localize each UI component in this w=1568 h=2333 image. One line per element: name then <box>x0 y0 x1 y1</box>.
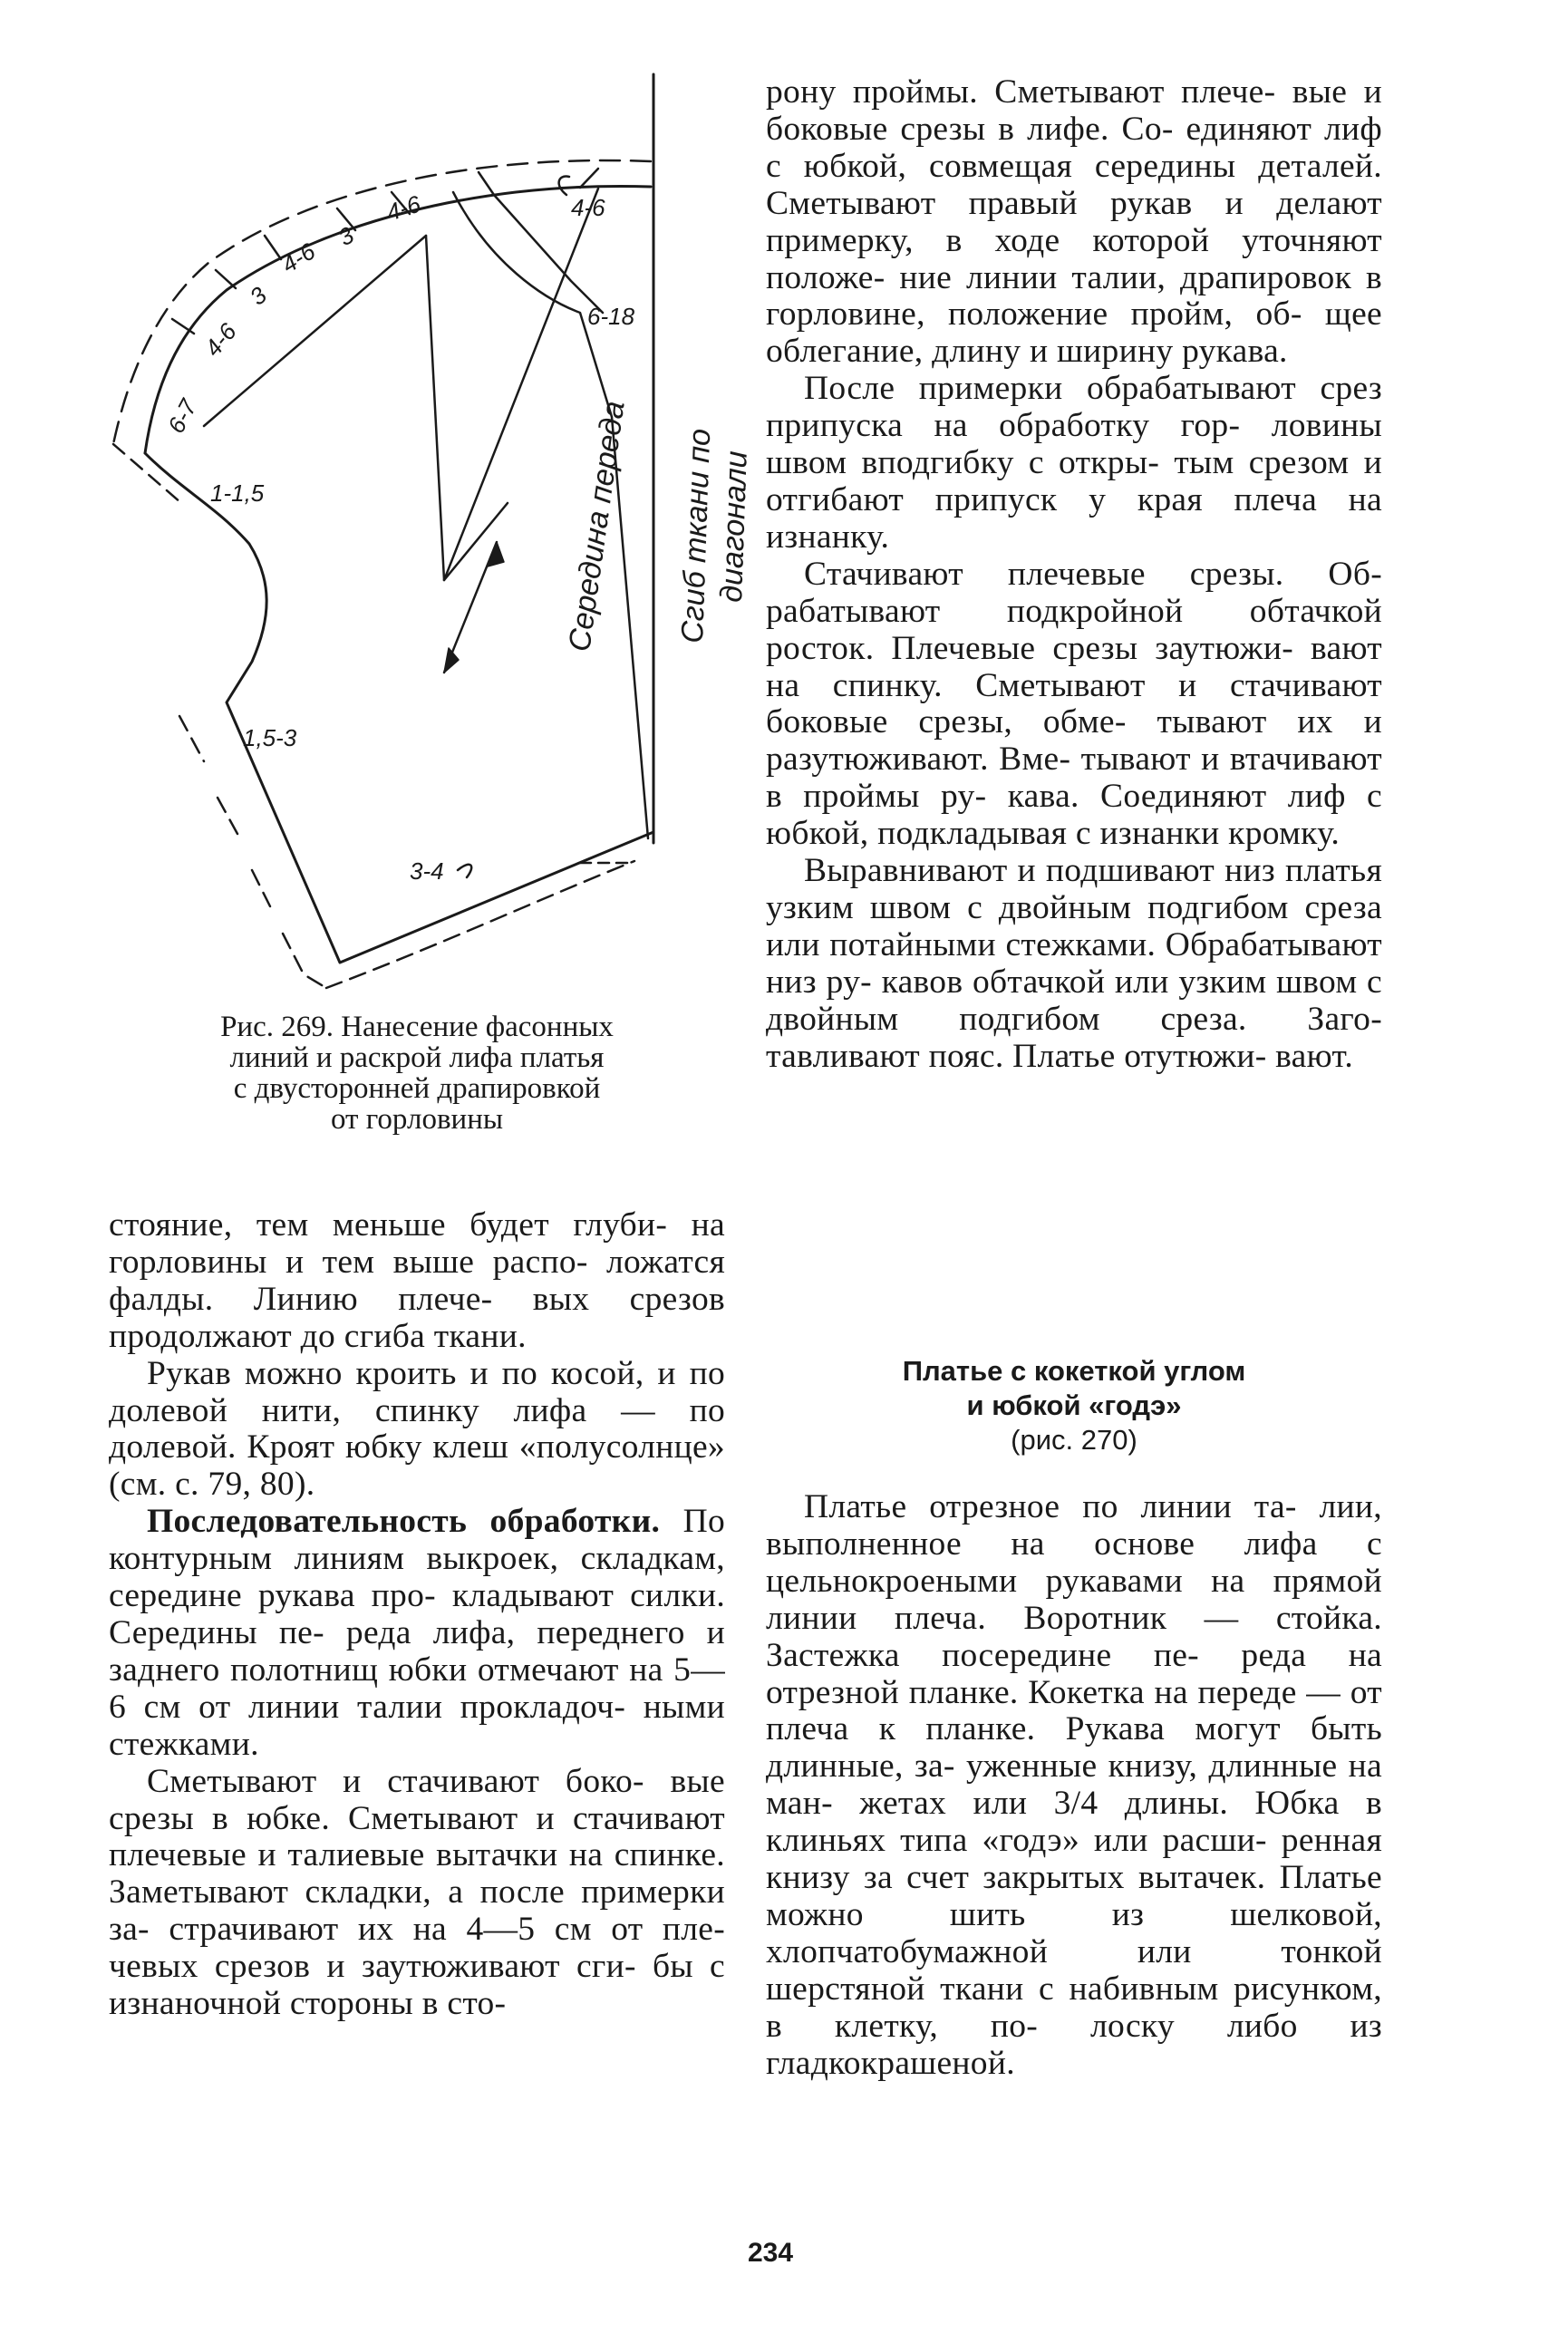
text-line: рукава. <box>1182 333 1288 371</box>
text-line: росток. Плечевые срезы заутюжи- <box>766 629 1294 667</box>
heading-line: и юбкой «годэ» <box>966 1389 1182 1421</box>
text-line: лоску либо из гладкокрашеной. <box>766 2007 1382 2082</box>
paragraph <box>766 74 1382 371</box>
paragraph <box>109 1207 725 1356</box>
paragraph <box>109 1356 725 1505</box>
text-line: «полусолнце» (см. с. 79, 80). <box>109 1428 725 1504</box>
text-line: стачивают плечевые и талиевые <box>109 1799 725 1874</box>
text-line: вых срезов продолжают до сгиба <box>109 1280 725 1355</box>
text-line: вые и боковые срезы в лифе. Со- <box>766 73 1382 148</box>
text-line: кава. Соединяют лиф с юбкой, <box>766 778 1382 853</box>
text-line: бы с изнаночной стороны в сто- <box>109 1948 725 2023</box>
text-line: по долевой. Кроят юбку клеш <box>109 1391 725 1467</box>
text-line: стачивают боковые срезы, обме- <box>766 666 1382 741</box>
label-6-7: 6-7 <box>161 394 202 438</box>
fold-line-label-2: диагонали <box>714 450 754 604</box>
text-line: ложатся фалды. Линию плече- <box>109 1243 725 1318</box>
paragraph <box>766 853 1382 1075</box>
text-line: полотнищ юбки отмечают на 5— <box>230 1651 725 1689</box>
text-line: на переде — от плеча к планке. <box>766 1673 1382 1748</box>
text-line: ние линии талии, драпировок в <box>899 258 1382 296</box>
text-line: и по долевой нити, спинку лифа — <box>109 1354 725 1429</box>
text-line: складкам, середине рукава про- <box>109 1540 725 1615</box>
label-4-6-b: 4-6 <box>276 237 321 279</box>
text-line: тывают и втачивают в проймы ру- <box>766 741 1382 816</box>
text-line: горловине, положение пройм, об- <box>766 295 1302 334</box>
text-line: реда лифа, переднего и заднего <box>109 1613 725 1689</box>
text-line: вают. <box>1275 1037 1353 1075</box>
text-line: ткани. <box>433 1317 527 1355</box>
text-line: Выравнивают и подшивают низ <box>804 852 1275 890</box>
text-line: уженные книзу, длинные на ман- <box>766 1747 1382 1823</box>
paragraph <box>766 1489 1382 2083</box>
paragraph <box>766 557 1382 853</box>
text-line: рону проймы. Сметывают плече- <box>766 73 1276 111</box>
label-4-6-c: 4-6 <box>198 317 242 362</box>
text-line: вые срезы в юбке. Сметывают и <box>109 1762 725 1837</box>
text-line: тавливают пояс. Платье отутюжи- <box>766 1037 1267 1075</box>
text-line: двойным подгибом среза. Заго- <box>766 1000 1382 1038</box>
label-3-a: 3 <box>334 220 359 252</box>
text-line: стойка. Застежка посередине пе- <box>766 1599 1382 1674</box>
caption-line: от горловины <box>330 1103 504 1136</box>
text-line: Сметывают и стачивают боко- <box>147 1762 644 1800</box>
label-3-b: 3 <box>244 281 272 311</box>
text-line: Рукав можно кроить и по косой, <box>147 1354 644 1392</box>
text-line: По контурным линиям выкроек, <box>109 1503 725 1578</box>
label-6-18: 6-18 <box>587 303 635 330</box>
text-line: срез припуска на обработку гор- <box>766 370 1382 445</box>
text-line: или тонкой шерстяной ткани с <box>766 1932 1382 2008</box>
text-line: страчивают их на 4—5 см от пле- <box>169 1911 725 1949</box>
paragraph <box>109 1504 725 1763</box>
text-line: на горловины и тем выше распо- <box>109 1206 725 1281</box>
text-line: вают на спинку. Сметывают и <box>766 629 1382 704</box>
label-4-6-a: 4-6 <box>382 189 424 227</box>
text-line: кладывают силки. Середины пе- <box>109 1577 725 1651</box>
section-lead: Последовательность обработки. <box>147 1503 661 1541</box>
text-line: вытачек. Платье можно шить из <box>766 1859 1382 1933</box>
text-line: прямой линии плеча. Воротник — <box>766 1562 1382 1637</box>
text-line: подгибом среза или потайными <box>766 888 1382 963</box>
text-line: тым срезом и отгибают припуск у <box>766 444 1382 518</box>
text-line: шелковой, хлопчатобумажной <box>766 1895 1382 1970</box>
text-line: стояние, тем меньше будет глуби- <box>109 1206 668 1244</box>
heading-figure-ref: (рис. 270) <box>1011 1424 1137 1456</box>
text-line: После примерки обрабатывают <box>804 370 1296 408</box>
text-line: складки, а после примерки за- <box>109 1873 725 1949</box>
caption-line: Рис. 269. Нанесение фасонных <box>220 1011 614 1043</box>
text-line: 6 см от линии талии прокладоч- <box>109 1688 626 1726</box>
page-number: 234 <box>747 2238 794 2268</box>
text-line: реда на отрезной планке. Кокетка <box>766 1636 1383 1711</box>
paragraph <box>109 1764 725 2023</box>
text-line: Платье отрезное по линии та- <box>804 1488 1297 1525</box>
caption-line: с двусторонней драпировкой <box>233 1072 601 1105</box>
text-line: ловины швом вподгибку с откры- <box>766 407 1382 482</box>
center-line-label: Середина переда <box>562 399 632 654</box>
text-line: набивным рисунком, в клетку, по- <box>766 1970 1382 2045</box>
text-line: Рукава могут быть длинные, за- <box>766 1710 1383 1786</box>
label-3-4: 3-4 <box>410 857 444 885</box>
center-front-line <box>453 192 648 838</box>
section-heading <box>766 1354 1382 1457</box>
label-1-5-3: 1,5-3 <box>243 724 297 751</box>
text-line: тывают их и разутюживают. Вме- <box>766 703 1382 779</box>
text-line: стежками. Обрабатывают низ ру- <box>766 925 1382 1001</box>
text-line: лии, выполненное на основе лифа <box>766 1488 1382 1563</box>
text-line: правый рукав и делают примерку, <box>766 184 1382 259</box>
text-line: в ходе которой уточняют положе- <box>766 221 1382 296</box>
caption-line: линий и раскрой лифа платья <box>229 1041 605 1074</box>
text-line: жетах или 3/4 длины. Юбка в <box>859 1785 1382 1823</box>
text-line: ренная книзу за счет закрытых <box>766 1822 1382 1897</box>
text-line: щее облегание, длину и ширину <box>766 295 1382 371</box>
drape-line-1 <box>444 189 598 580</box>
text-line: кавов обтачкой или узким швом с <box>881 963 1383 1001</box>
text-line: середины деталей. Сметывают <box>766 147 1382 222</box>
text-line: рабатывают подкройной обтачкой <box>766 592 1382 630</box>
armhole-contour <box>145 453 653 963</box>
text-line: клиньях типа «годэ» или расши- <box>766 1822 1267 1860</box>
text-line: вытачки на спинке. Заметывают <box>109 1836 725 1912</box>
right-column-lower <box>766 1489 1382 2083</box>
text-line: единяют лиф с юбкой, совмещая <box>766 110 1382 185</box>
text-line: чевых срезов и заутюживают сги- <box>109 1948 636 1986</box>
heading-line: Платье с кокеткой углом <box>902 1355 1246 1387</box>
left-column <box>109 1207 725 2023</box>
fold-line-label-1: Сгиб ткани по <box>675 428 718 644</box>
paragraph <box>766 371 1382 557</box>
text-line: с цельнокроеными рукавами на <box>766 1525 1382 1600</box>
text-line: края плеча на изнанку. <box>766 480 1382 556</box>
label-1-1-5: 1-1,5 <box>210 479 265 507</box>
text-line: ными стежками. <box>109 1688 725 1763</box>
figure-caption <box>136 1012 698 1135</box>
label-4-6-top: 4-6 <box>571 194 605 221</box>
right-column <box>766 74 1382 1075</box>
text-line: подкладывая с изнанки кромку. <box>877 815 1341 853</box>
text-line: Стачивают плечевые срезы. Об- <box>804 555 1382 593</box>
text-line: платья узким швом с двойным <box>766 852 1382 926</box>
